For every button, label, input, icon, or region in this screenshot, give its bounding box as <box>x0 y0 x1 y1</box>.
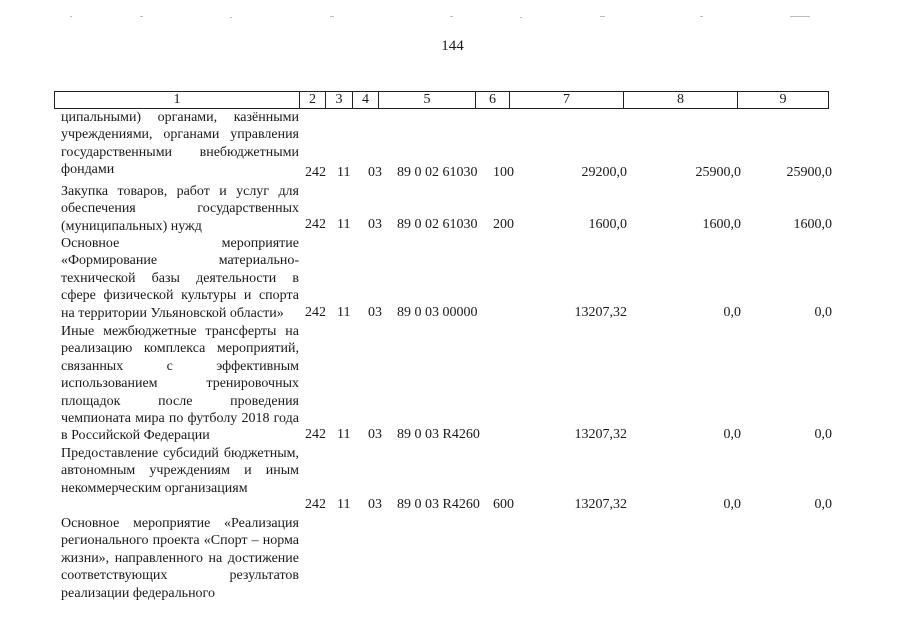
row-2-rz: 242 <box>305 217 326 232</box>
row-4-rz: 242 <box>305 427 326 442</box>
row-1-rz: 242 <box>305 165 326 180</box>
row-4-value-2021: 0,0 <box>814 427 832 442</box>
row-5-vr: 600 <box>493 497 514 512</box>
row-5-sub: 03 <box>368 497 382 512</box>
header-col-1: 1 <box>55 92 300 109</box>
scan-speckles-top <box>0 6 905 10</box>
row-5-value-2020: 0,0 <box>723 497 741 512</box>
row-1-pr: 11 <box>337 165 351 180</box>
header-col-2: 2 <box>300 92 326 109</box>
row-1-value-2019: 29200,0 <box>581 165 627 180</box>
row-1-csr: 89 0 02 61030 <box>397 165 478 180</box>
row-4-pr: 11 <box>337 427 351 442</box>
scan-speckles-bottom <box>0 630 905 634</box>
row-1-value-2020: 25900,0 <box>695 165 741 180</box>
row-5-value-2019: 13207,32 <box>574 497 627 512</box>
row-1-value-2021: 25900,0 <box>786 165 832 180</box>
header-col-7: 7 <box>510 92 624 109</box>
row-4-csr: 89 0 03 R4260 <box>397 427 480 442</box>
row-3-sub: 03 <box>368 305 382 320</box>
row-3-value-2021: 0,0 <box>814 305 832 320</box>
row-2-sub: 03 <box>368 217 382 232</box>
row-2-vr: 200 <box>493 217 514 232</box>
row-2-value-2021: 1600,0 <box>793 217 832 232</box>
row-3-rz: 242 <box>305 305 326 320</box>
row-4-value-2019: 13207,32 <box>574 427 627 442</box>
header-col-9: 9 <box>738 92 829 109</box>
column-number-header <box>54 91 829 109</box>
row-2-description: Закупка товаров, работ и услуг для обеспечения государственных (муниципальных) нужд <box>61 184 299 234</box>
row-4-value-2020: 0,0 <box>723 427 741 442</box>
row-2-value-2020: 1600,0 <box>702 217 741 232</box>
row-5-pr: 11 <box>337 497 351 512</box>
row-3-description: Основное мероприятие «Формирование материально-технической базы деятельности в сфере физической культуры и спорта на территории Ульяновской области» <box>61 236 299 321</box>
row-1-vr: 100 <box>493 165 514 180</box>
header-col-6: 6 <box>476 92 510 109</box>
row-2-pr: 11 <box>337 217 351 232</box>
page-number: 144 <box>441 38 464 54</box>
header-col-4: 4 <box>353 92 379 109</box>
row-3-value-2020: 0,0 <box>723 305 741 320</box>
row-3-csr: 89 0 03 00000 <box>397 305 478 320</box>
row-3-pr: 11 <box>337 305 351 320</box>
row-1-description: ципальными) органами, казёнными учреждениями, органами управления государственными внебюджетными фондами <box>61 110 299 178</box>
row-4-description: Иные межбюджетные трансферты на реализацию комплекса мероприятий, связанных с эффективным использованием тренировочных площадок после проведения чемпионата мира по футболу 2018 года в Российской Федерации <box>61 324 299 444</box>
row-6-description: Основное мероприятие «Реализация регионального проекта «Спорт – норма жизни», направленного на достижение соответствующих результатов реализации федерального <box>61 516 299 601</box>
row-4-sub: 03 <box>368 427 382 442</box>
row-5-csr: 89 0 03 R4260 <box>397 497 480 512</box>
header-col-3: 3 <box>326 92 353 109</box>
row-3-value-2019: 13207,32 <box>574 305 627 320</box>
row-2-csr: 89 0 02 61030 <box>397 217 478 232</box>
row-5-value-2021: 0,0 <box>814 497 832 512</box>
header-col-5: 5 <box>379 92 476 109</box>
row-5-rz: 242 <box>305 497 326 512</box>
header-col-8: 8 <box>624 92 738 109</box>
row-5-description: Предоставление субсидий бюджетным, автономным учреждениям и иным некоммерческим организациям <box>61 446 299 496</box>
row-1-sub: 03 <box>368 165 382 180</box>
row-2-value-2019: 1600,0 <box>588 217 627 232</box>
